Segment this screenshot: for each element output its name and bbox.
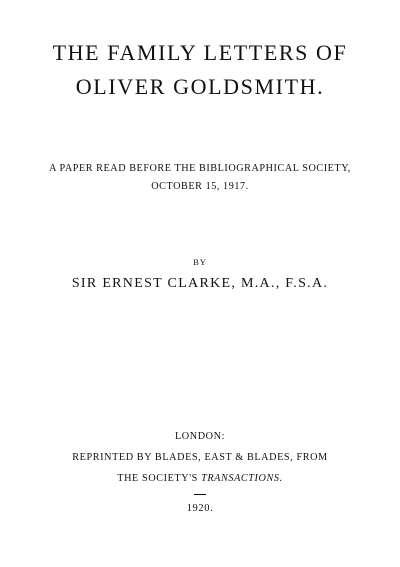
subtitle-line-1: A PAPER READ BEFORE THE BIBLIOGRAPHICAL SOCIETY, — [49, 163, 351, 174]
publication-year: 1920. — [186, 503, 214, 514]
imprint-source — [0, 474, 400, 484]
imprint-place: LONDON: — [174, 431, 226, 442]
short-rule — [194, 494, 206, 495]
author-name: SIR ERNEST CLARKE, M.A., F.S.A. — [71, 276, 329, 291]
imprint-source-italic: TRANSACTIONS. — [201, 473, 283, 484]
title-line-2: OLIVER GOLDSMITH. — [75, 74, 325, 99]
subtitle-date: OCTOBER 15, 1917. — [151, 181, 249, 192]
title-line-1: THE FAMILY LETTERS OF — [52, 40, 348, 65]
imprint-publisher: REPRINTED BY BLADES, EAST & BLADES, FROM — [72, 452, 328, 463]
by-label: BY — [193, 257, 207, 267]
imprint-source-prefix: THE SOCIETY'S — [117, 473, 202, 484]
